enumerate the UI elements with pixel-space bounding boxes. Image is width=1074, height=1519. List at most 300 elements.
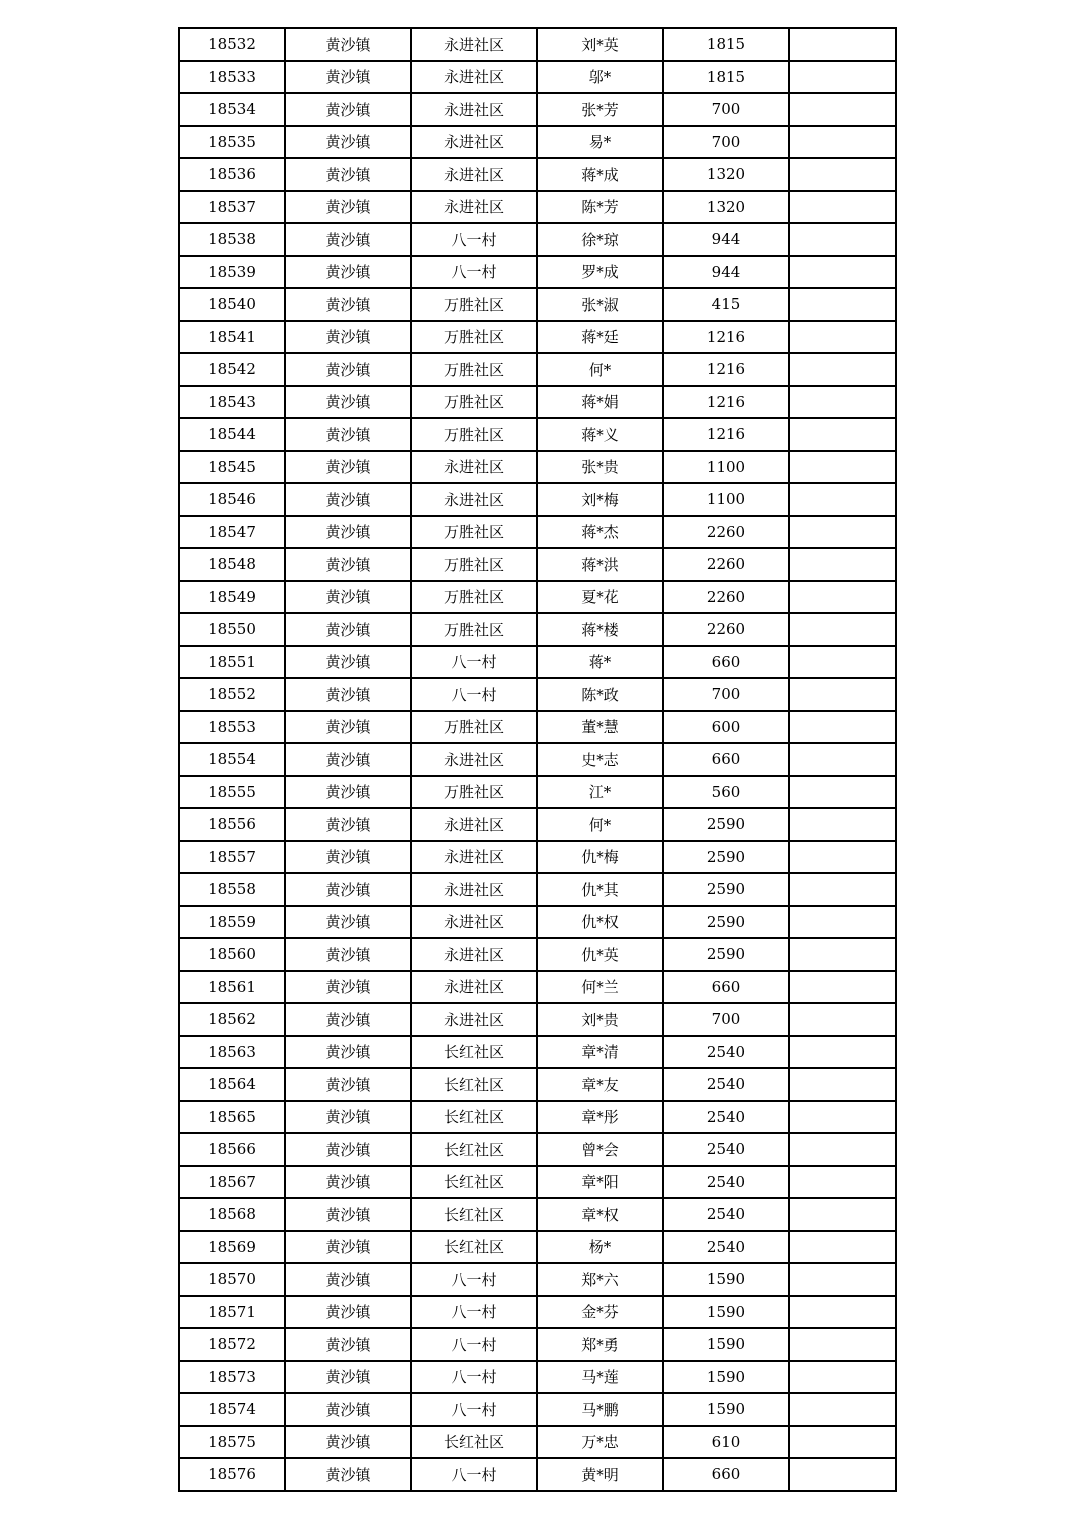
town-cell: 黄沙镇 [285, 743, 411, 776]
note-cell [789, 1133, 896, 1166]
village-cell: 八一村 [411, 1361, 537, 1394]
amount-cell: 2540 [663, 1198, 789, 1231]
amount-cell: 600 [663, 711, 789, 744]
table-row [179, 516, 896, 549]
table-row [179, 126, 896, 159]
village-cell: 八一村 [411, 646, 537, 679]
note-cell [789, 1426, 896, 1459]
amount-cell: 1590 [663, 1361, 789, 1394]
amount-cell: 2590 [663, 906, 789, 939]
serial-number-cell: 18539 [179, 256, 285, 289]
village-cell: 长红社区 [411, 1231, 537, 1264]
amount-cell: 2540 [663, 1133, 789, 1166]
village-cell: 永进社区 [411, 971, 537, 1004]
name-cell: 罗*成 [537, 256, 663, 289]
amount-cell: 1216 [663, 386, 789, 419]
name-cell: 刘*贵 [537, 1003, 663, 1036]
table-row [179, 548, 896, 581]
village-cell: 万胜社区 [411, 353, 537, 386]
serial-number-cell: 18562 [179, 1003, 285, 1036]
table-row [179, 93, 896, 126]
serial-number-cell: 18544 [179, 418, 285, 451]
village-cell: 八一村 [411, 1296, 537, 1329]
note-cell [789, 93, 896, 126]
note-cell [789, 158, 896, 191]
note-cell [789, 743, 896, 776]
village-cell: 万胜社区 [411, 288, 537, 321]
village-cell: 永进社区 [411, 906, 537, 939]
town-cell: 黄沙镇 [285, 808, 411, 841]
amount-cell: 1320 [663, 158, 789, 191]
note-cell [789, 548, 896, 581]
note-cell [789, 1361, 896, 1394]
village-cell: 八一村 [411, 256, 537, 289]
table-row [179, 1361, 896, 1394]
serial-number-cell: 18545 [179, 451, 285, 484]
name-cell: 张*淑 [537, 288, 663, 321]
serial-number-cell: 18533 [179, 61, 285, 94]
note-cell [789, 256, 896, 289]
table-row [179, 288, 896, 321]
amount-cell: 2540 [663, 1166, 789, 1199]
note-cell [789, 1231, 896, 1264]
amount-cell: 2540 [663, 1231, 789, 1264]
serial-number-cell: 18542 [179, 353, 285, 386]
serial-number-cell: 18576 [179, 1458, 285, 1491]
village-cell: 永进社区 [411, 61, 537, 94]
serial-number-cell: 18563 [179, 1036, 285, 1069]
town-cell: 黄沙镇 [285, 1166, 411, 1199]
town-cell: 黄沙镇 [285, 516, 411, 549]
table-row [179, 353, 896, 386]
note-cell [789, 1458, 896, 1491]
amount-cell: 660 [663, 646, 789, 679]
note-cell [789, 1198, 896, 1231]
serial-number-cell: 18552 [179, 678, 285, 711]
serial-number-cell: 18567 [179, 1166, 285, 1199]
name-cell: 蒋*廷 [537, 321, 663, 354]
amount-cell: 660 [663, 1458, 789, 1491]
serial-number-cell: 18566 [179, 1133, 285, 1166]
name-cell: 马*莲 [537, 1361, 663, 1394]
name-cell: 黄*明 [537, 1458, 663, 1491]
note-cell [789, 353, 896, 386]
table-row [179, 1101, 896, 1134]
town-cell: 黄沙镇 [285, 1231, 411, 1264]
town-cell: 黄沙镇 [285, 451, 411, 484]
name-cell: 郑*六 [537, 1263, 663, 1296]
name-cell: 徐*琼 [537, 223, 663, 256]
note-cell [789, 711, 896, 744]
name-cell: 史*志 [537, 743, 663, 776]
amount-cell: 1590 [663, 1393, 789, 1426]
amount-cell: 2540 [663, 1068, 789, 1101]
table-row [179, 646, 896, 679]
note-cell [789, 1166, 896, 1199]
table-row [179, 1133, 896, 1166]
table-row [179, 971, 896, 1004]
town-cell: 黄沙镇 [285, 483, 411, 516]
name-cell: 曾*会 [537, 1133, 663, 1166]
name-cell: 邬* [537, 61, 663, 94]
note-cell [789, 223, 896, 256]
amount-cell: 1815 [663, 61, 789, 94]
table-row [179, 841, 896, 874]
village-cell: 永进社区 [411, 808, 537, 841]
serial-number-cell: 18532 [179, 28, 285, 61]
table-row [179, 743, 896, 776]
amount-cell: 2590 [663, 841, 789, 874]
amount-cell: 700 [663, 1003, 789, 1036]
table-row [179, 1328, 896, 1361]
town-cell: 黄沙镇 [285, 191, 411, 224]
village-cell: 八一村 [411, 678, 537, 711]
village-cell: 万胜社区 [411, 548, 537, 581]
amount-cell: 2260 [663, 613, 789, 646]
amount-cell: 2590 [663, 938, 789, 971]
amount-cell: 660 [663, 743, 789, 776]
note-cell [789, 1101, 896, 1134]
amount-cell: 560 [663, 776, 789, 809]
note-cell [789, 1263, 896, 1296]
name-cell: 蒋* [537, 646, 663, 679]
village-cell: 永进社区 [411, 451, 537, 484]
serial-number-cell: 18553 [179, 711, 285, 744]
note-cell [789, 288, 896, 321]
name-cell: 蒋*成 [537, 158, 663, 191]
village-cell: 长红社区 [411, 1133, 537, 1166]
name-cell: 蒋*杰 [537, 516, 663, 549]
note-cell [789, 1068, 896, 1101]
note-cell [789, 873, 896, 906]
village-cell: 永进社区 [411, 483, 537, 516]
town-cell: 黄沙镇 [285, 288, 411, 321]
table-row [179, 678, 896, 711]
village-cell: 永进社区 [411, 93, 537, 126]
table-row [179, 711, 896, 744]
amount-cell: 2260 [663, 516, 789, 549]
table-row [179, 938, 896, 971]
town-cell: 黄沙镇 [285, 1426, 411, 1459]
town-cell: 黄沙镇 [285, 158, 411, 191]
amount-cell: 610 [663, 1426, 789, 1459]
note-cell [789, 61, 896, 94]
serial-number-cell: 18551 [179, 646, 285, 679]
name-cell: 仇*权 [537, 906, 663, 939]
town-cell: 黄沙镇 [285, 711, 411, 744]
table-row [179, 1198, 896, 1231]
serial-number-cell: 18560 [179, 938, 285, 971]
table-row [179, 158, 896, 191]
village-cell: 永进社区 [411, 191, 537, 224]
note-cell [789, 191, 896, 224]
note-cell [789, 613, 896, 646]
table-row [179, 906, 896, 939]
amount-cell: 2540 [663, 1101, 789, 1134]
serial-number-cell: 18541 [179, 321, 285, 354]
table-row [179, 1166, 896, 1199]
note-cell [789, 906, 896, 939]
name-cell: 章*阳 [537, 1166, 663, 1199]
town-cell: 黄沙镇 [285, 1458, 411, 1491]
name-cell: 何*兰 [537, 971, 663, 1004]
serial-number-cell: 18534 [179, 93, 285, 126]
note-cell [789, 938, 896, 971]
name-cell: 杨* [537, 1231, 663, 1264]
table-row [179, 1458, 896, 1491]
serial-number-cell: 18574 [179, 1393, 285, 1426]
note-cell [789, 418, 896, 451]
name-cell: 何* [537, 353, 663, 386]
amount-cell: 1590 [663, 1263, 789, 1296]
table-row [179, 613, 896, 646]
serial-number-cell: 18535 [179, 126, 285, 159]
town-cell: 黄沙镇 [285, 1393, 411, 1426]
town-cell: 黄沙镇 [285, 971, 411, 1004]
town-cell: 黄沙镇 [285, 938, 411, 971]
name-cell: 仇*其 [537, 873, 663, 906]
town-cell: 黄沙镇 [285, 906, 411, 939]
name-cell: 夏*花 [537, 581, 663, 614]
serial-number-cell: 18548 [179, 548, 285, 581]
serial-number-cell: 18538 [179, 223, 285, 256]
serial-number-cell: 18549 [179, 581, 285, 614]
serial-number-cell: 18572 [179, 1328, 285, 1361]
village-cell: 长红社区 [411, 1036, 537, 1069]
village-cell: 永进社区 [411, 938, 537, 971]
village-cell: 永进社区 [411, 126, 537, 159]
table-row [179, 418, 896, 451]
name-cell: 蒋*义 [537, 418, 663, 451]
name-cell: 陈*芳 [537, 191, 663, 224]
name-cell: 何* [537, 808, 663, 841]
amount-cell: 700 [663, 93, 789, 126]
serial-number-cell: 18546 [179, 483, 285, 516]
village-cell: 万胜社区 [411, 321, 537, 354]
town-cell: 黄沙镇 [285, 873, 411, 906]
serial-number-cell: 18536 [179, 158, 285, 191]
table-row [179, 1036, 896, 1069]
note-cell [789, 1393, 896, 1426]
town-cell: 黄沙镇 [285, 776, 411, 809]
serial-number-cell: 18569 [179, 1231, 285, 1264]
roster-table [178, 27, 897, 1492]
amount-cell: 1100 [663, 483, 789, 516]
town-cell: 黄沙镇 [285, 613, 411, 646]
table-row [179, 256, 896, 289]
name-cell: 陈*政 [537, 678, 663, 711]
note-cell [789, 808, 896, 841]
note-cell [789, 776, 896, 809]
town-cell: 黄沙镇 [285, 1133, 411, 1166]
name-cell: 马*鹏 [537, 1393, 663, 1426]
amount-cell: 1216 [663, 418, 789, 451]
note-cell [789, 321, 896, 354]
town-cell: 黄沙镇 [285, 1068, 411, 1101]
table-row [179, 776, 896, 809]
serial-number-cell: 18558 [179, 873, 285, 906]
table-row [179, 223, 896, 256]
village-cell: 永进社区 [411, 1003, 537, 1036]
village-cell: 长红社区 [411, 1101, 537, 1134]
village-cell: 万胜社区 [411, 711, 537, 744]
name-cell: 章*彤 [537, 1101, 663, 1134]
table-row [179, 451, 896, 484]
serial-number-cell: 18554 [179, 743, 285, 776]
town-cell: 黄沙镇 [285, 548, 411, 581]
name-cell: 蒋*娟 [537, 386, 663, 419]
town-cell: 黄沙镇 [285, 1003, 411, 1036]
village-cell: 万胜社区 [411, 516, 537, 549]
name-cell: 张*贵 [537, 451, 663, 484]
table-row [179, 1263, 896, 1296]
serial-number-cell: 18575 [179, 1426, 285, 1459]
town-cell: 黄沙镇 [285, 1328, 411, 1361]
village-cell: 长红社区 [411, 1198, 537, 1231]
name-cell: 仇*梅 [537, 841, 663, 874]
note-cell [789, 516, 896, 549]
amount-cell: 2260 [663, 581, 789, 614]
table-row [179, 483, 896, 516]
amount-cell: 1216 [663, 353, 789, 386]
amount-cell: 1590 [663, 1328, 789, 1361]
name-cell: 郑*勇 [537, 1328, 663, 1361]
name-cell: 张*芳 [537, 93, 663, 126]
amount-cell: 1320 [663, 191, 789, 224]
village-cell: 万胜社区 [411, 418, 537, 451]
amount-cell: 2260 [663, 548, 789, 581]
name-cell: 蒋*楼 [537, 613, 663, 646]
town-cell: 黄沙镇 [285, 93, 411, 126]
serial-number-cell: 18561 [179, 971, 285, 1004]
name-cell: 章*权 [537, 1198, 663, 1231]
town-cell: 黄沙镇 [285, 61, 411, 94]
serial-number-cell: 18537 [179, 191, 285, 224]
note-cell [789, 451, 896, 484]
village-cell: 八一村 [411, 1458, 537, 1491]
town-cell: 黄沙镇 [285, 1198, 411, 1231]
village-cell: 八一村 [411, 1263, 537, 1296]
serial-number-cell: 18543 [179, 386, 285, 419]
table-row [179, 808, 896, 841]
table-row [179, 28, 896, 61]
amount-cell: 2540 [663, 1036, 789, 1069]
amount-cell: 700 [663, 678, 789, 711]
name-cell: 刘*英 [537, 28, 663, 61]
name-cell: 董*慧 [537, 711, 663, 744]
roster-body [179, 28, 896, 1491]
note-cell [789, 971, 896, 1004]
note-cell [789, 126, 896, 159]
note-cell [789, 646, 896, 679]
town-cell: 黄沙镇 [285, 1036, 411, 1069]
serial-number-cell: 18540 [179, 288, 285, 321]
note-cell [789, 1003, 896, 1036]
amount-cell: 1100 [663, 451, 789, 484]
note-cell [789, 581, 896, 614]
village-cell: 永进社区 [411, 841, 537, 874]
amount-cell: 700 [663, 126, 789, 159]
village-cell: 永进社区 [411, 873, 537, 906]
town-cell: 黄沙镇 [285, 418, 411, 451]
note-cell [789, 1328, 896, 1361]
village-cell: 万胜社区 [411, 776, 537, 809]
name-cell: 章*清 [537, 1036, 663, 1069]
village-cell: 八一村 [411, 1328, 537, 1361]
town-cell: 黄沙镇 [285, 223, 411, 256]
table-row [179, 321, 896, 354]
town-cell: 黄沙镇 [285, 256, 411, 289]
amount-cell: 944 [663, 223, 789, 256]
table-row [179, 1393, 896, 1426]
village-cell: 永进社区 [411, 158, 537, 191]
village-cell: 万胜社区 [411, 613, 537, 646]
village-cell: 长红社区 [411, 1068, 537, 1101]
amount-cell: 415 [663, 288, 789, 321]
serial-number-cell: 18555 [179, 776, 285, 809]
town-cell: 黄沙镇 [285, 678, 411, 711]
town-cell: 黄沙镇 [285, 28, 411, 61]
table-row [179, 1426, 896, 1459]
amount-cell: 2590 [663, 808, 789, 841]
serial-number-cell: 18568 [179, 1198, 285, 1231]
amount-cell: 2590 [663, 873, 789, 906]
serial-number-cell: 18559 [179, 906, 285, 939]
serial-number-cell: 18550 [179, 613, 285, 646]
amount-cell: 1590 [663, 1296, 789, 1329]
serial-number-cell: 18565 [179, 1101, 285, 1134]
table-row [179, 1003, 896, 1036]
table-row [179, 191, 896, 224]
town-cell: 黄沙镇 [285, 1263, 411, 1296]
amount-cell: 944 [663, 256, 789, 289]
table-row [179, 1231, 896, 1264]
village-cell: 万胜社区 [411, 581, 537, 614]
village-cell: 永进社区 [411, 743, 537, 776]
name-cell: 易* [537, 126, 663, 159]
name-cell: 章*友 [537, 1068, 663, 1101]
note-cell [789, 678, 896, 711]
village-cell: 长红社区 [411, 1166, 537, 1199]
village-cell: 八一村 [411, 1393, 537, 1426]
town-cell: 黄沙镇 [285, 581, 411, 614]
town-cell: 黄沙镇 [285, 646, 411, 679]
table-row [179, 1068, 896, 1101]
name-cell: 金*芬 [537, 1296, 663, 1329]
village-cell: 万胜社区 [411, 386, 537, 419]
table-row [179, 386, 896, 419]
table-row [179, 581, 896, 614]
serial-number-cell: 18557 [179, 841, 285, 874]
note-cell [789, 28, 896, 61]
amount-cell: 1815 [663, 28, 789, 61]
town-cell: 黄沙镇 [285, 1361, 411, 1394]
town-cell: 黄沙镇 [285, 321, 411, 354]
name-cell: 蒋*洪 [537, 548, 663, 581]
town-cell: 黄沙镇 [285, 126, 411, 159]
table-row [179, 1296, 896, 1329]
note-cell [789, 1036, 896, 1069]
village-cell: 永进社区 [411, 28, 537, 61]
amount-cell: 660 [663, 971, 789, 1004]
village-cell: 八一村 [411, 223, 537, 256]
serial-number-cell: 18571 [179, 1296, 285, 1329]
serial-number-cell: 18564 [179, 1068, 285, 1101]
serial-number-cell: 18556 [179, 808, 285, 841]
note-cell [789, 386, 896, 419]
table-row [179, 61, 896, 94]
name-cell: 万*忠 [537, 1426, 663, 1459]
